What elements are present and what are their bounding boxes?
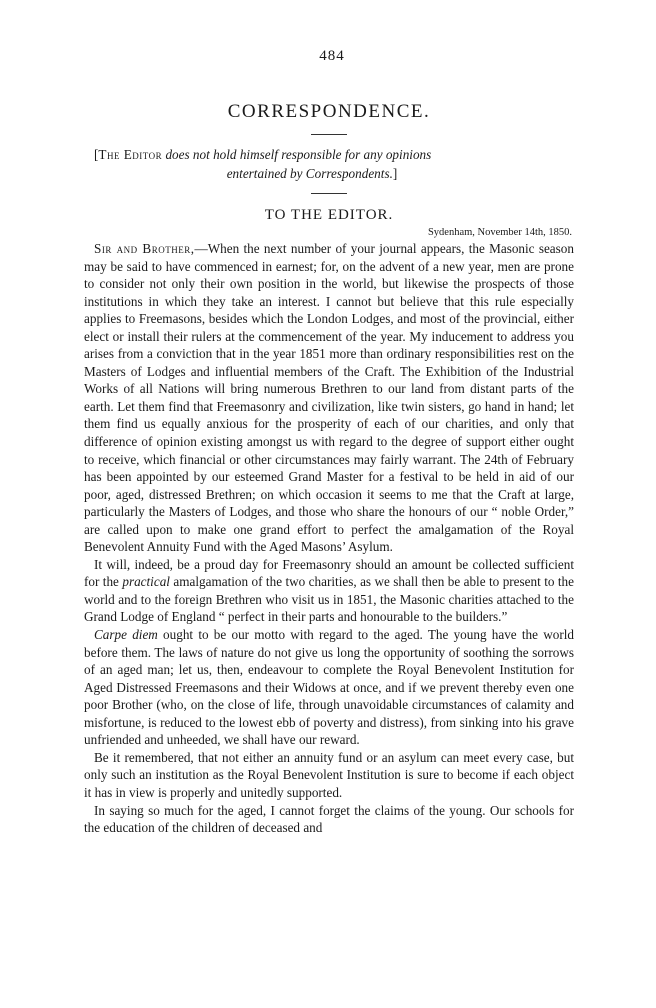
- letter-dateline: Sydenham, November 14th, 1850.: [427, 227, 572, 238]
- disclaimer-line-1: [94, 145, 570, 164]
- paragraph-5: In saying so much for the aged, I cannot forget the claims of the young. Our schools for the education of the children of deceased and: [84, 802, 574, 836]
- paragraph-2-text-b: amalgamation of the two charities, as we shall then be able to present to the world and to the foreign Brethren who visit us in 1851, the Masonic charities attached to the Grand Lodge of England “ perfect in their parts and honourable to the builders.”: [84, 574, 574, 625]
- paragraph-3-text: ought to be our motto with regard to the aged. The young have the world before them. The laws of nature do not give us long the opportunity of soothing the sorrows of an aged man; let us, then, endeavour to complete the Royal Benevolent Institution for Aged Distressed Freemasons and their Widows at once, and if we prevent thereby even one poor Brother (who, on the close of life, through unavoidable circumstances of calamity and misfortune, is reduced to the lowest ebb of poverty and distress), from sinking into his grave unfriended and unheeded, we shall have our reward.: [84, 627, 574, 748]
- divider-rule-2: [311, 193, 347, 194]
- paragraph-2: [84, 556, 574, 626]
- editor-disclaimer: [84, 145, 574, 183]
- page-number: 484: [319, 48, 345, 64]
- divider-rule: [311, 134, 347, 135]
- letter-body: [84, 240, 574, 837]
- page: [84, 48, 574, 837]
- section-heading: CORRESPONDENCE.: [227, 101, 431, 122]
- disclaimer-open-bracket: [: [94, 147, 99, 162]
- paragraph-2-emphasis: practical: [122, 574, 170, 590]
- disclaimer-text-2: entertained by Correspondents.: [226, 166, 393, 181]
- salutation: Sir and Brother,: [94, 241, 195, 256]
- disclaimer-editor-word: The Editor: [98, 147, 163, 162]
- paragraph-3-emphasis: Carpe diem: [94, 627, 158, 643]
- disclaimer-text-1: does not hold himself responsible for any opinions: [162, 147, 432, 162]
- letter-heading: TO THE EDITOR.: [264, 207, 394, 223]
- disclaimer-line-2: [94, 164, 570, 183]
- disclaimer-close-bracket: ]: [392, 166, 398, 181]
- paragraph-1: [84, 240, 574, 556]
- paragraph-4: Be it remembered, that not either an annuity fund or an asylum can meet every case, but only such an institution as the Royal Benevolent Institution is sure to become if each object it has in view is properly and unitedly supported.: [84, 749, 574, 800]
- paragraph-2-text-a: It will, indeed, be a proud day for Freemasonry should an amount be collected sufficient for the: [84, 556, 574, 590]
- paragraph-1-text: —When the next number of your journal appears, the Masonic season may be said to have commenced in earnest; for, on the advent of a new year, men are prone to consider not only their own position in the world, but likewise the prospects of those institutions in which they take an interest. I cannot but believe that this rule especially applies to Freemasons, besides which the London Lodges, and most of the provincial, either elect or install their rulers at the commencement of the year. My inducement to address you arises from a conviction that in the year 1851 more than ordinary responsibilities rest on the Masters of Lodges and influential members of the Craft. The Exhibition of the Industrial Works of all Nations will bring numerous Brethren to our land from distant parts of the earth. Let them find that Freemasonry and civilization, like twin sisters, go hand in hand; let them find us equally anxious for the prosperity of each of our charities, and only that difference of opinion existing amongst us with regard to the degree of support either ought to receive, which financial or other circumstances may fairly warrant. The 24th of February has been appointed by our esteemed Grand Master for a festival to be held in aid of our poor, aged, distressed Brethren; on which occasion it seems to me that the Craft at large, particularly the Masters of Lodges, and those who share the honours of our “ noble Order,” are called upon to make one grand effort to perfect the amalgamation of the Royal Benevolent Annuity Fund with the Aged Masons’ Asylum.: [84, 241, 574, 555]
- paragraph-3: [84, 626, 574, 749]
